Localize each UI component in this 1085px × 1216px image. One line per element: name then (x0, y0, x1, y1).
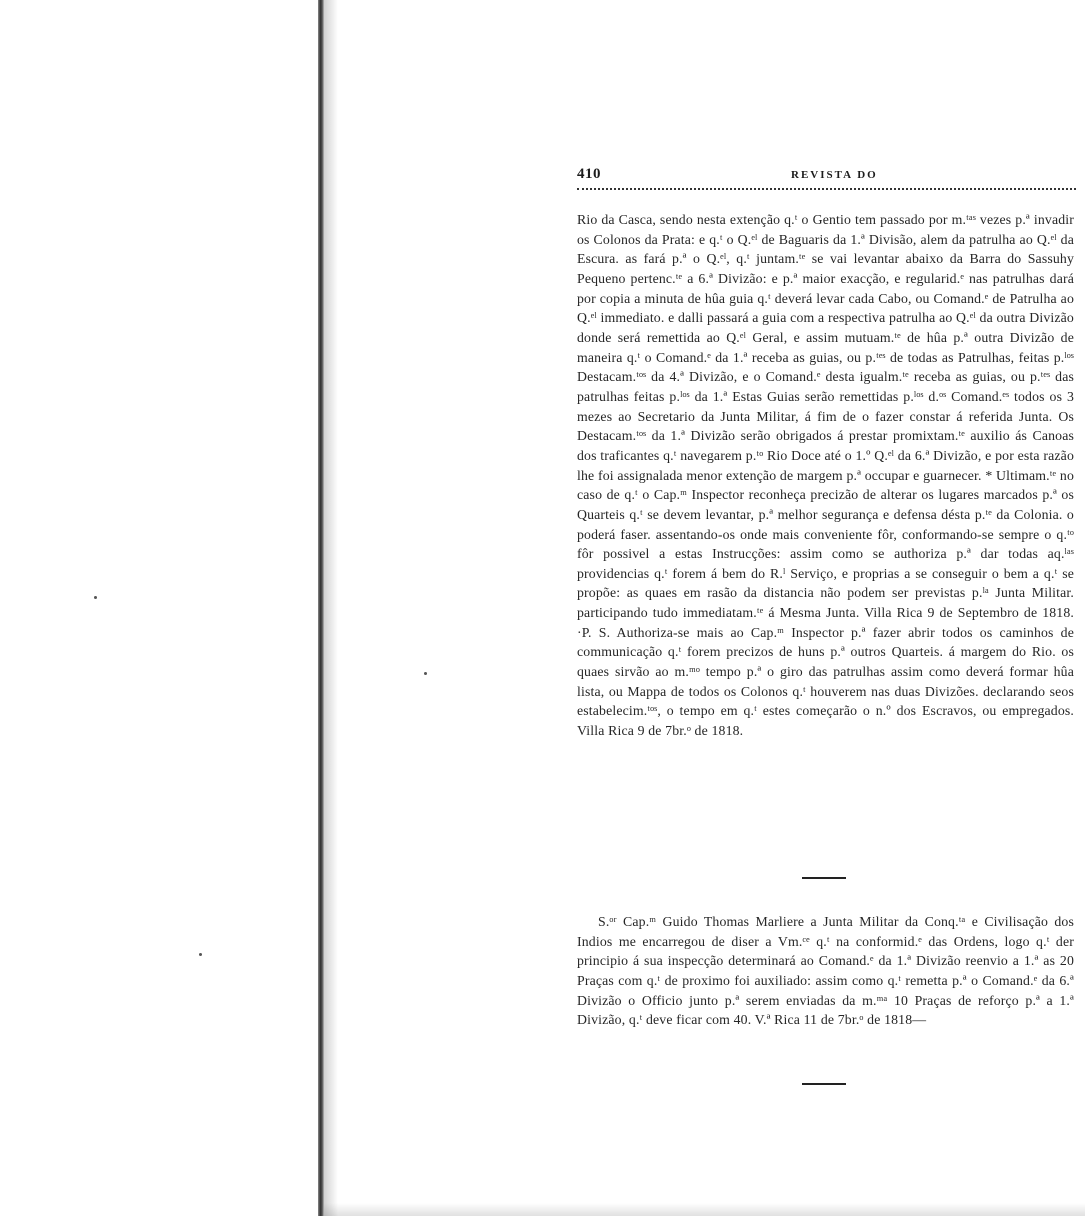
running-head (577, 166, 1077, 186)
left-facing-page (0, 0, 322, 1216)
page-bottom-shadow (324, 1203, 1085, 1216)
body-paragraph-instructions: Rio da Casca, sendo nesta extenção q.ᵗ o Gentio tem passado por m.ᵗᵃˢ vezes p.ª invadir os Colonos da Prata: e q.ᵗ o Q.ᵉˡ de Baguaris da 1.ª Divisão, alem da patrulha ao Q.ᵉˡ da Escura. as fará p.ª o Q.ᵉˡ, q.ᵗ juntam.ᵗᵉ se vai levantar abaixo da Barra do Sassuhy Pequeno pertenc.ᵗᵉ a 6.ª Divizão: e p.ª maior exacção, e regularid.ᵉ nas patrulhas dará por copia a minuta de hûa guia q.ᵗ deverá levar cada Cabo, ou Comand.ᵉ de Patrulha ao Q.ᵉˡ immediato. e dalli passará a guia com a respectiva patrulha ao Q.ᵉˡ da outra Divizão donde será remettida ao Q.ᵉˡ Geral, e assim mutuam.ᵗᵉ de hûa p.ª outra Divizão de maneira q.ᵗ o Comand.ᵉ da 1.ª receba as guias, ou p.ᵗᵉˢ de todas as Patrulhas, feitas p.ˡᵒˢ Destacam.ᵗᵒˢ da 4.ª Divizão, e o Comand.ᵉ desta igualm.ᵗᵉ receba as guias, ou p.ᵗᵉˢ das patrulhas feitas p.ˡᵒˢ da 1.ª Estas Guias serão remettidas p.ˡᵒˢ d.ᵒˢ Comand.ᵉˢ todos os 3 mezes ao Secretario da Junta Militar, á fim de o fazer constar á referida Junta. Os Destacam.ᵗᵒˢ da 1.ª Divizão serão obrigados á prestar promixtam.ᵗᵉ auxilio ás Canoas dos traficantes q.ᵗ navegarem p.ᵗᵒ Rio Doce até o 1.º Q.ᵉˡ da 6.ª Divizão, e por esta razão lhe foi assignalada menor extenção de margem p.ª occupar e guarnecer. * Ultimam.ᵗᵉ no caso de q.ᵗ o Cap.ᵐ Inspector reconheça precizão de alterar os lugares marcados p.ª os Quarteis q.ᵗ se devem levantar, p.ª melhor segurança e defensa désta p.ᵗᵉ da Colonia. o poderá faser. assentando-os onde mais conveniente fôr, conformando-se sempre o q.ᵗᵒ fôr possivel a estas Instrucções: assim como se authoriza p.ª dar todas aq.ˡᵃˢ providencias q.ᵗ forem á bem do R.ˡ Serviço, e proprias a se conseguir o bem a q.ᵗ se propõe: as quaes em rasão da distancia não podem ser previstas p.ˡᵃ Junta Militar. participando tudo immediatam.ᵗᵉ á Mesma Junta. Villa Rica 9 de Septembro de 1818. ·P. S. Authoriza-se mais ao Cap.ᵐ Inspector p.ª fazer abrir todos os caminhos de communicação q.ᵗ forem precizos de huns p.ª outros Quarteis. á margem do Rio. os quaes sirvão ao m.ᵐᵒ tempo p.ª o giro das patrulhas assim como deverá formar hûa lista, ou Mappa de todos os Colonos q.ᵗ houverem nas duas Divizões. declarando seos estabelecim.ᵗᵒˢ, o tempo em q.ᵗ estes começarão o n.º dos Escravos, ou empregados. Villa Rica 9 de 7br.ᵒ de 1818. (577, 212, 1074, 739)
body-paragraph-letter: S.ᵒʳ Cap.ᵐ Guido Thomas Marliere a Junta Militar da Conq.ᵗᵃ e Civilisação dos Indios me encarregou de diser a Vm.ᶜᵉ q.ᵗ na conformid.ᵉ das Ordens, logo q.ᵗ der principio á sua inspecção determinará ao Comand.ᵉ da 1.ª Divizão reenvio a 1.ª as 20 Praças com q.ᵗ de proximo foi auxiliado: assim como q.ᵗ remetta p.ª o Comand.ᵉ da 6.ª Divizão o Officio junto p.ª serem enviadas da m.ᵐᵃ 10 Praças de reforço p.ª a 1.ª Divizão, q.ᵗ deve ficar com 40. V.ª Rica 11 de 7br.ᵒ de 1818— (577, 914, 1074, 1028)
journal-title: REVISTA DO (791, 169, 878, 181)
paper-speck (199, 953, 202, 956)
header-rule (577, 188, 1076, 190)
right-page (324, 0, 1085, 1216)
paper-speck (424, 672, 427, 675)
page-number: 410 (577, 166, 601, 182)
section-separator (802, 1083, 846, 1085)
section-separator (802, 877, 846, 879)
paper-speck (94, 596, 97, 599)
